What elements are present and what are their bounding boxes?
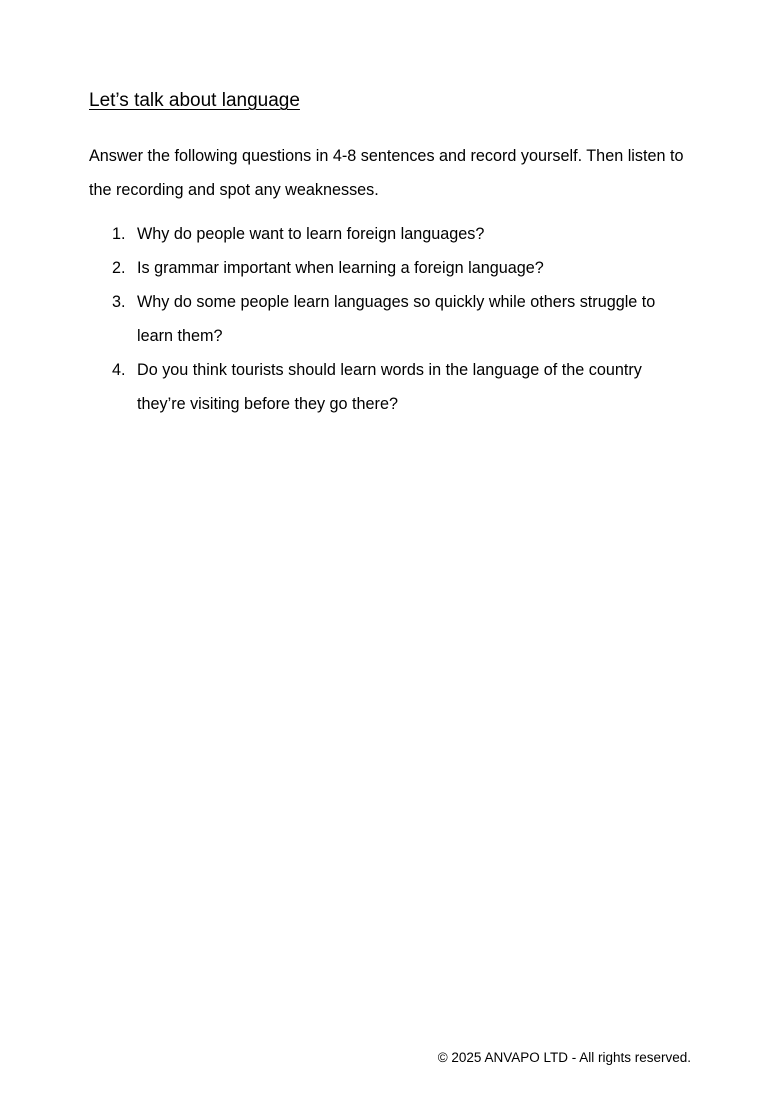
list-item-number: 4. bbox=[112, 361, 126, 379]
list-item bbox=[89, 285, 689, 353]
list-item bbox=[89, 217, 689, 251]
list-item-text: Do you think tourists should learn words in the language of the country they’re visiting before they go there? bbox=[137, 361, 642, 413]
list-item bbox=[89, 353, 689, 421]
list-item-number: 1. bbox=[112, 225, 126, 243]
list-item bbox=[89, 251, 689, 285]
page-title: Let’s talk about language bbox=[89, 90, 300, 111]
list-item-text: Why do some people learn languages so quickly while others struggle to learn them? bbox=[137, 293, 656, 345]
intro-paragraph: Answer the following questions in 4-8 sentences and record yourself. Then listen to the recording and spot any weaknesses. bbox=[89, 147, 684, 199]
list-item-text: Is grammar important when learning a foreign language? bbox=[137, 259, 544, 277]
list-item-text: Why do people want to learn foreign languages? bbox=[137, 225, 485, 243]
list-item-number: 2. bbox=[112, 259, 126, 277]
copyright-footer: © 2025 ANVAPO LTD - All rights reserved. bbox=[437, 1050, 691, 1065]
questions-list bbox=[89, 217, 689, 421]
list-item-number: 3. bbox=[112, 293, 126, 311]
